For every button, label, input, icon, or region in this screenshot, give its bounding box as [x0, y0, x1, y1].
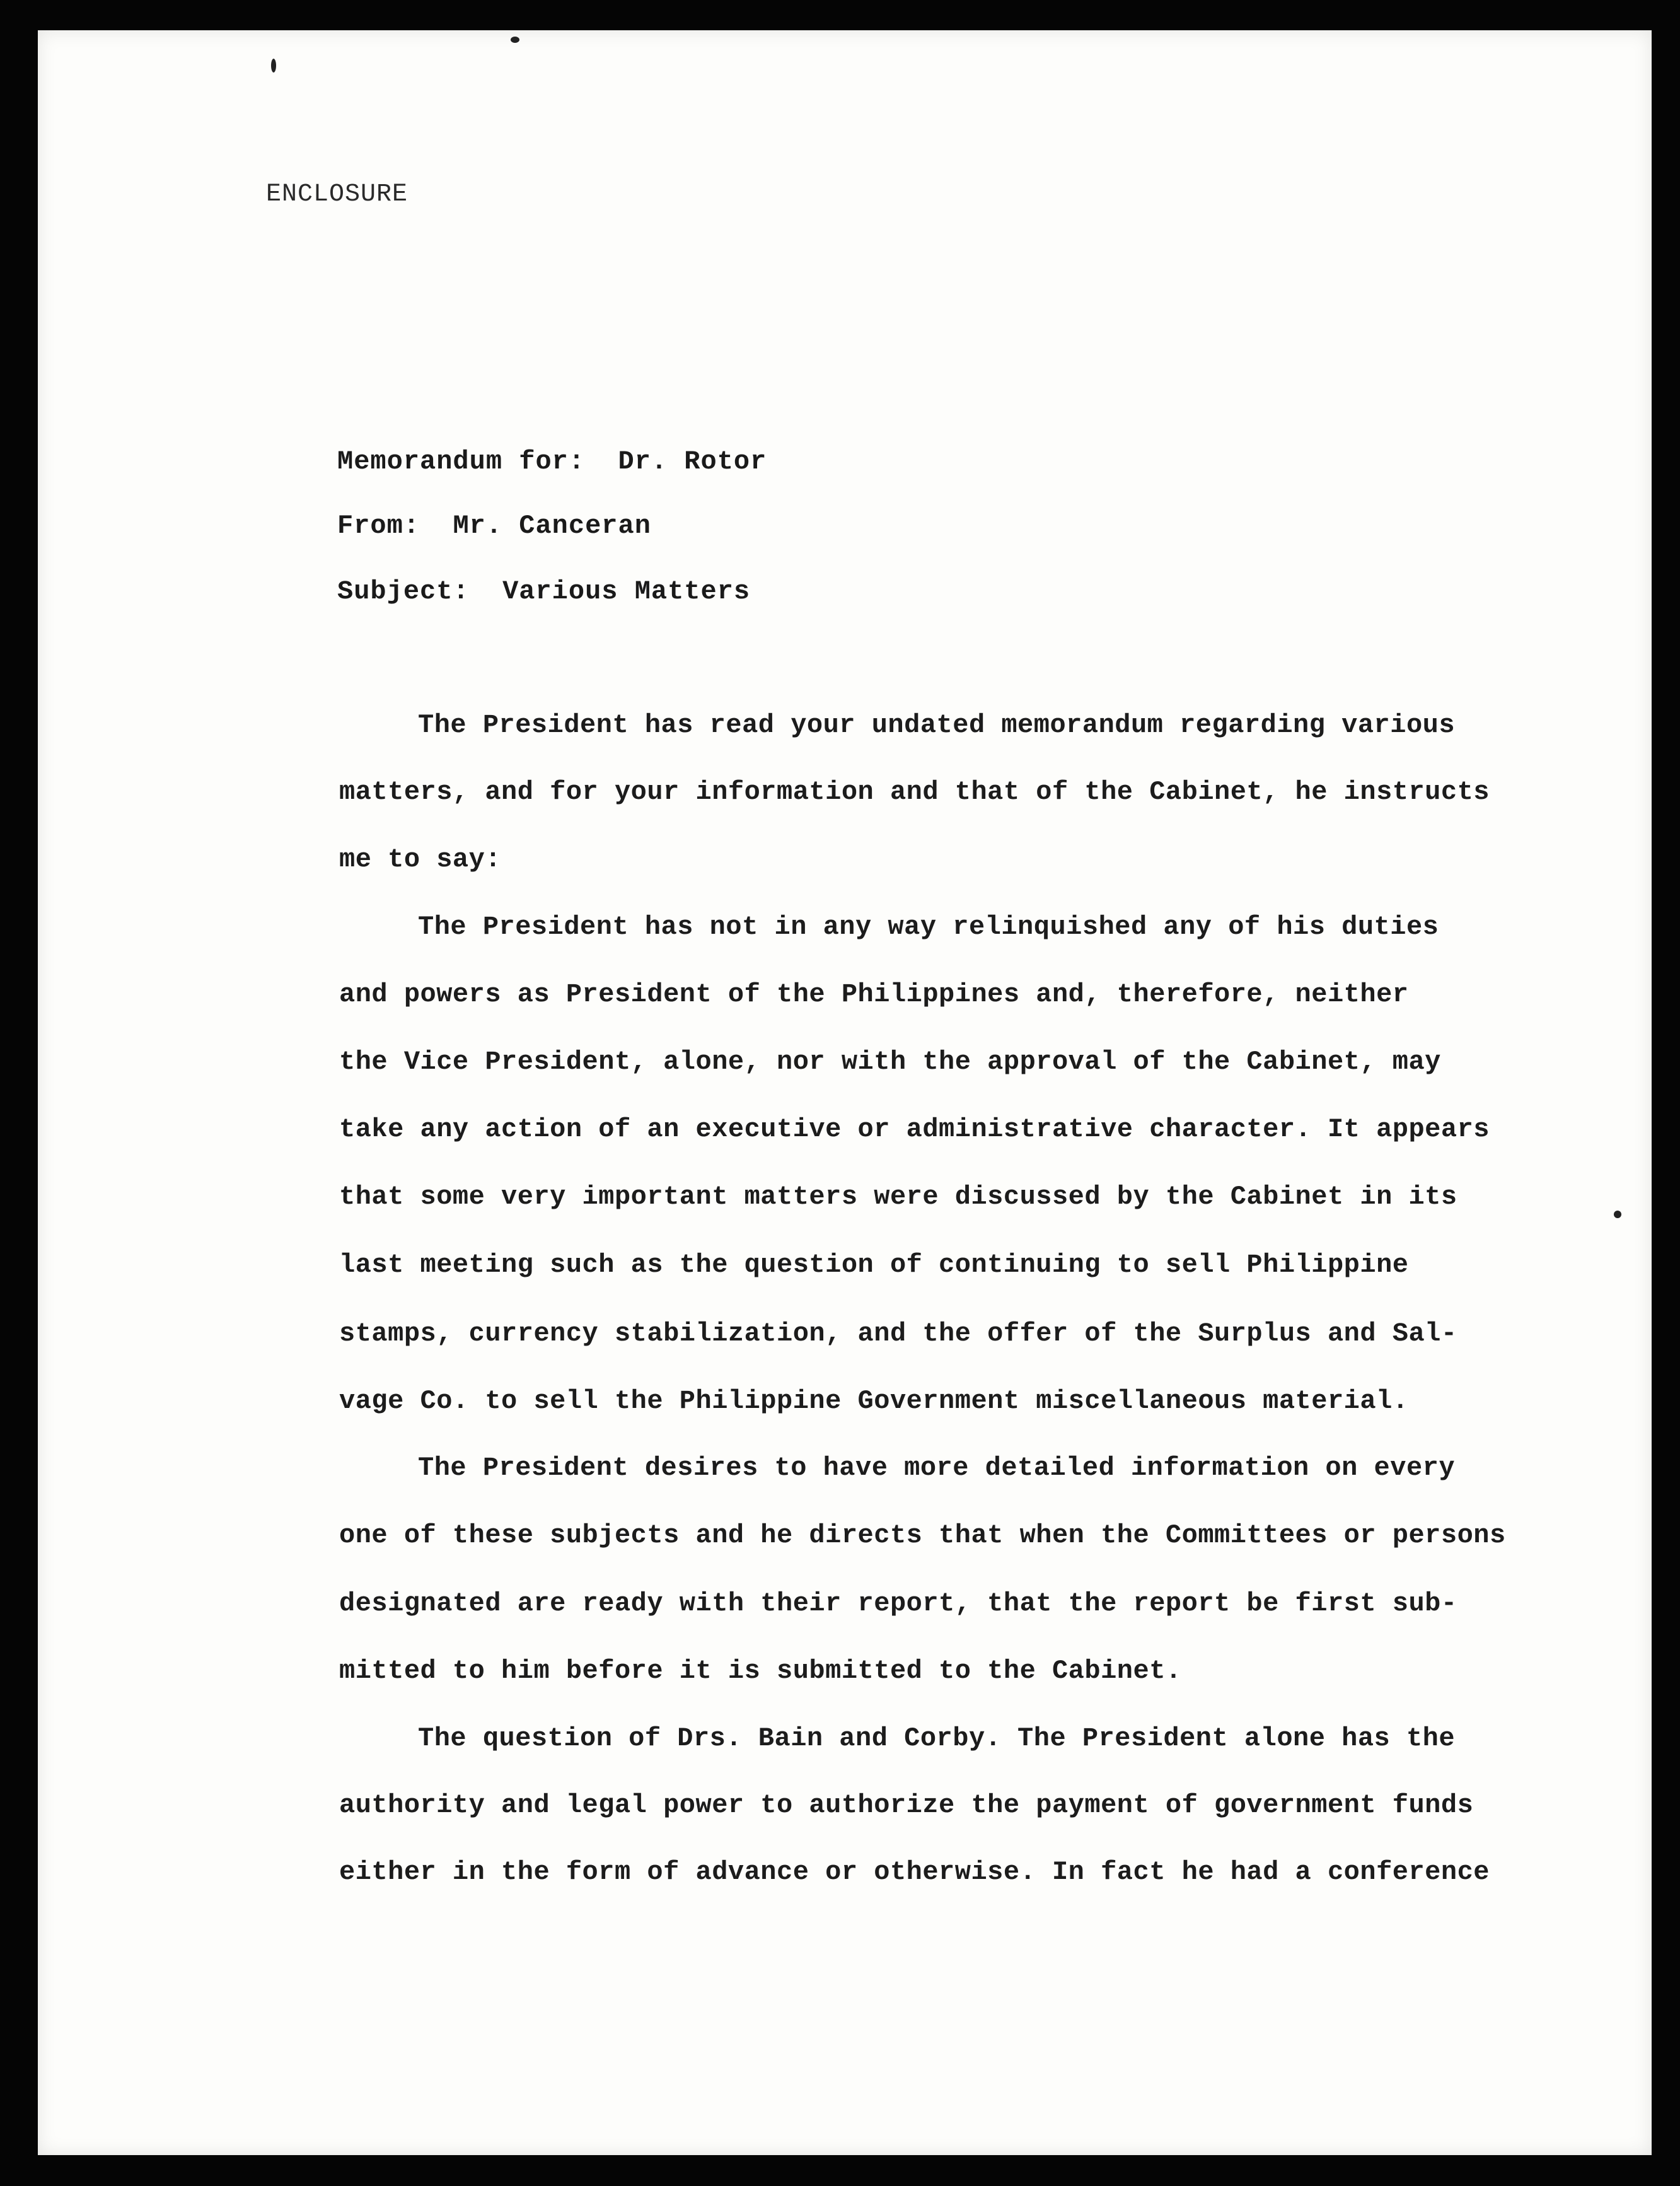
body-line: last meeting such as the question of continuing to sell Philippine	[339, 1250, 1409, 1280]
memo-for-value: Dr. Rotor	[618, 446, 767, 477]
body-line: authority and legal power to authorize the payment of government funds	[339, 1790, 1474, 1820]
from-value: Mr. Canceran	[453, 511, 651, 541]
body-line: The question of Drs. Bain and Corby. The President alone has the	[418, 1723, 1456, 1753]
document-body	[38, 30, 1652, 2155]
body-line: The President has not in any way relinquished any of his duties	[418, 912, 1439, 942]
body-line: that some very important matters were discussed by the Cabinet in its	[339, 1182, 1457, 1212]
body-line: take any action of an executive or administrative character. It appears	[339, 1114, 1490, 1144]
body-line: one of these subjects and he directs that when the Committees or persons	[339, 1520, 1506, 1550]
body-line: either in the form of advance or otherwise. In fact he had a conference	[339, 1857, 1490, 1887]
memo-for-label: Memorandum for:	[337, 446, 586, 477]
body-line: The President desires to have more detailed information on every	[418, 1453, 1456, 1483]
body-line: mitted to him before it is submitted to the Cabinet.	[339, 1656, 1182, 1686]
subject-value: Various Matters	[502, 576, 751, 607]
body-line: designated are ready with their report, that the report be first sub-	[339, 1588, 1457, 1619]
subject-line	[337, 576, 750, 607]
body-line: The President has read your undated memorandum regarding various	[418, 710, 1456, 740]
body-line: me to say:	[339, 844, 502, 875]
from-label: From:	[337, 511, 420, 541]
document-page	[38, 30, 1652, 2155]
subject-label: Subject:	[337, 576, 470, 607]
body-line: matters, and for your information and that of the Cabinet, he instructs	[339, 777, 1490, 807]
body-line: the Vice President, alone, nor with the approval of the Cabinet, may	[339, 1047, 1441, 1077]
body-line: stamps, currency stabilization, and the offer of the Surplus and Sal-	[339, 1318, 1457, 1349]
body-line: vage Co. to sell the Philippine Government miscellaneous material.	[339, 1386, 1409, 1416]
enclosure-label: ENCLOSURE	[266, 180, 408, 209]
body-line: and powers as President of the Philippines and, therefore, neither	[339, 979, 1409, 1009]
memo-for-line	[337, 446, 767, 477]
from-line	[337, 511, 651, 541]
